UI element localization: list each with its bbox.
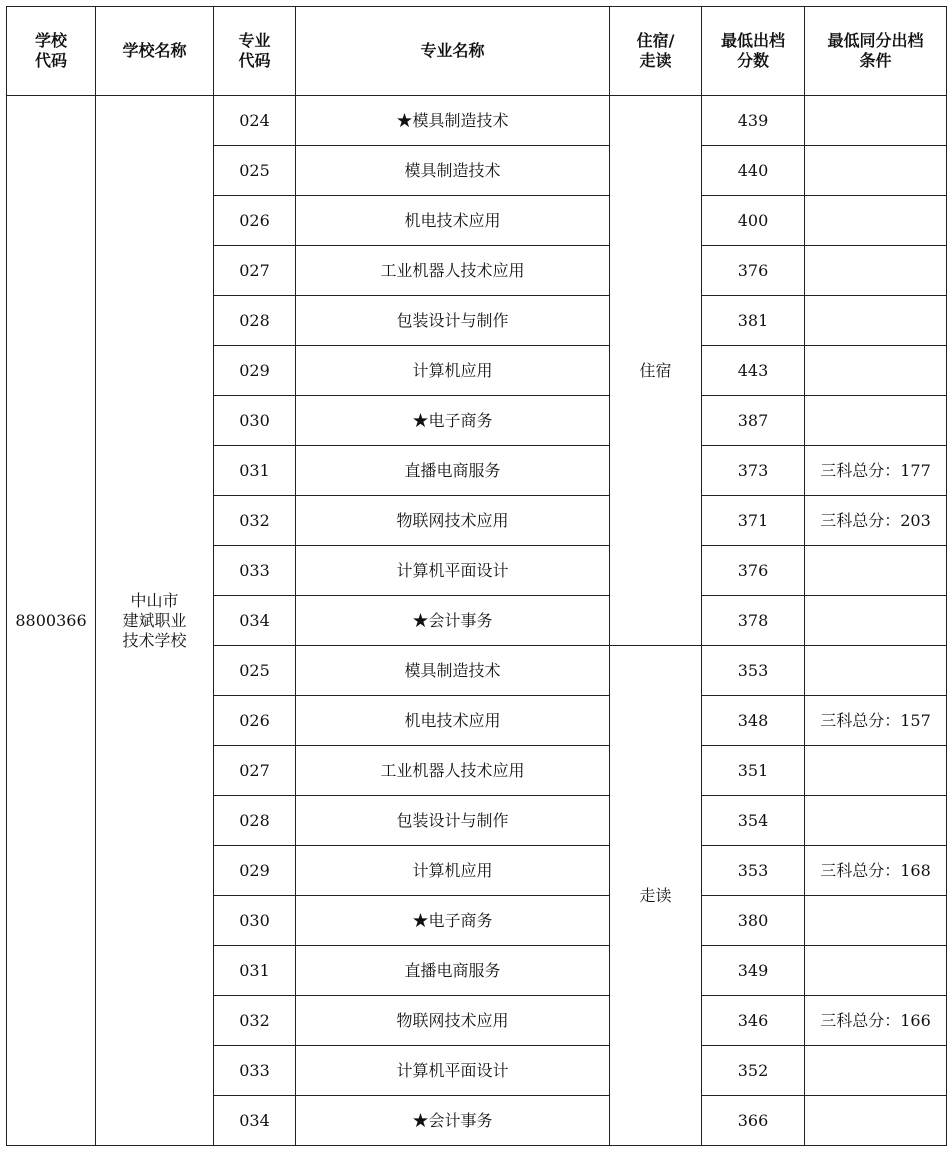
boarding-cell: 走读: [610, 646, 702, 1146]
header-tie-condition-label: 最低同分出档 条件: [827, 31, 924, 70]
major-name-cell: 直播电商服务: [296, 946, 610, 996]
tie-condition-cell: [805, 546, 947, 596]
major-code-cell: 032: [214, 496, 296, 546]
table-body: [7, 96, 947, 1146]
header-school-name-label: 学校名称: [122, 41, 187, 60]
header-major-name: [296, 7, 610, 96]
header-school-name: [96, 7, 214, 96]
major-name-cell: ★会计事务: [296, 1096, 610, 1146]
tie-condition-cell: [805, 196, 947, 246]
tie-condition-cell: [805, 246, 947, 296]
header-min-score-label: 最低出档 分数: [720, 31, 785, 70]
header-min-score: [702, 7, 805, 96]
min-score-cell: 376: [702, 546, 805, 596]
header-school-code: [7, 7, 96, 96]
min-score-cell: 381: [702, 296, 805, 346]
min-score-cell: 353: [702, 846, 805, 896]
header-major-name-label: 专业名称: [420, 41, 485, 60]
tie-condition-cell: [805, 746, 947, 796]
major-code-cell: 025: [214, 646, 296, 696]
major-name-cell: 计算机平面设计: [296, 546, 610, 596]
header-boarding: [610, 7, 702, 96]
tie-condition-cell: [805, 796, 947, 846]
major-name-cell: 物联网技术应用: [296, 496, 610, 546]
tie-condition-cell: 三科总分：166: [805, 996, 947, 1046]
min-score-cell: 348: [702, 696, 805, 746]
min-score-cell: 400: [702, 196, 805, 246]
tie-condition-cell: [805, 296, 947, 346]
major-code-cell: 029: [214, 346, 296, 396]
major-name-cell: 计算机应用: [296, 346, 610, 396]
header-row: [7, 7, 947, 96]
min-score-cell: 380: [702, 896, 805, 946]
header-major-code-label: 专业 代码: [238, 31, 271, 70]
major-name-cell: ★电子商务: [296, 396, 610, 446]
major-name-cell: 工业机器人技术应用: [296, 246, 610, 296]
tie-condition-cell: [805, 596, 947, 646]
min-score-cell: 353: [702, 646, 805, 696]
major-name-cell: 包装设计与制作: [296, 296, 610, 346]
major-name-cell: 模具制造技术: [296, 646, 610, 696]
major-code-cell: 033: [214, 546, 296, 596]
major-name-cell: 计算机应用: [296, 846, 610, 896]
min-score-cell: 346: [702, 996, 805, 1046]
major-code-cell: 033: [214, 1046, 296, 1096]
tie-condition-cell: 三科总分：177: [805, 446, 947, 496]
major-code-cell: 029: [214, 846, 296, 896]
header-school-code-label: 学校 代码: [34, 31, 67, 70]
boarding-cell: 住宿: [610, 96, 702, 646]
tie-condition-cell: [805, 146, 947, 196]
major-name-cell: 工业机器人技术应用: [296, 746, 610, 796]
min-score-cell: 371: [702, 496, 805, 546]
min-score-cell: 439: [702, 96, 805, 146]
major-name-cell: ★模具制造技术: [296, 96, 610, 146]
tie-condition-cell: 三科总分：203: [805, 496, 947, 546]
major-name-cell: 模具制造技术: [296, 146, 610, 196]
major-code-cell: 034: [214, 596, 296, 646]
tie-condition-cell: [805, 946, 947, 996]
major-code-cell: 026: [214, 196, 296, 246]
min-score-cell: 366: [702, 1096, 805, 1146]
min-score-cell: 443: [702, 346, 805, 396]
header-tie-condition: [805, 7, 947, 96]
table-row: [7, 96, 947, 146]
header-major-code: [214, 7, 296, 96]
tie-condition-cell: [805, 646, 947, 696]
major-code-cell: 030: [214, 896, 296, 946]
tie-condition-cell: [805, 396, 947, 446]
major-name-cell: 物联网技术应用: [296, 996, 610, 1046]
major-code-cell: 028: [214, 796, 296, 846]
major-code-cell: 034: [214, 1096, 296, 1146]
major-code-cell: 024: [214, 96, 296, 146]
major-code-cell: 031: [214, 946, 296, 996]
major-name-cell: 计算机平面设计: [296, 1046, 610, 1096]
min-score-cell: 376: [702, 246, 805, 296]
tie-condition-cell: [805, 346, 947, 396]
min-score-cell: 440: [702, 146, 805, 196]
major-code-cell: 026: [214, 696, 296, 746]
tie-condition-cell: 三科总分：168: [805, 846, 947, 896]
min-score-cell: 378: [702, 596, 805, 646]
school-name-cell: 中山市 建斌职业 技术学校: [96, 96, 214, 1146]
school-code-cell: 8800366: [7, 96, 96, 1146]
major-code-cell: 030: [214, 396, 296, 446]
tie-condition-cell: [805, 1046, 947, 1096]
major-code-cell: 027: [214, 246, 296, 296]
major-name-cell: ★电子商务: [296, 896, 610, 946]
major-name-cell: 包装设计与制作: [296, 796, 610, 846]
major-code-cell: 027: [214, 746, 296, 796]
min-score-cell: 352: [702, 1046, 805, 1096]
min-score-cell: 373: [702, 446, 805, 496]
major-code-cell: 028: [214, 296, 296, 346]
major-name-cell: 机电技术应用: [296, 196, 610, 246]
tie-condition-cell: [805, 896, 947, 946]
major-name-cell: 直播电商服务: [296, 446, 610, 496]
major-code-cell: 025: [214, 146, 296, 196]
min-score-cell: 349: [702, 946, 805, 996]
major-name-cell: 机电技术应用: [296, 696, 610, 746]
major-code-cell: 031: [214, 446, 296, 496]
tie-condition-cell: 三科总分：157: [805, 696, 947, 746]
min-score-cell: 387: [702, 396, 805, 446]
admission-score-table: [6, 6, 947, 1146]
major-code-cell: 032: [214, 996, 296, 1046]
min-score-cell: 351: [702, 746, 805, 796]
major-name-cell: ★会计事务: [296, 596, 610, 646]
tie-condition-cell: [805, 1096, 947, 1146]
tie-condition-cell: [805, 96, 947, 146]
min-score-cell: 354: [702, 796, 805, 846]
header-boarding-label: 住宿/ 走读: [636, 31, 675, 70]
